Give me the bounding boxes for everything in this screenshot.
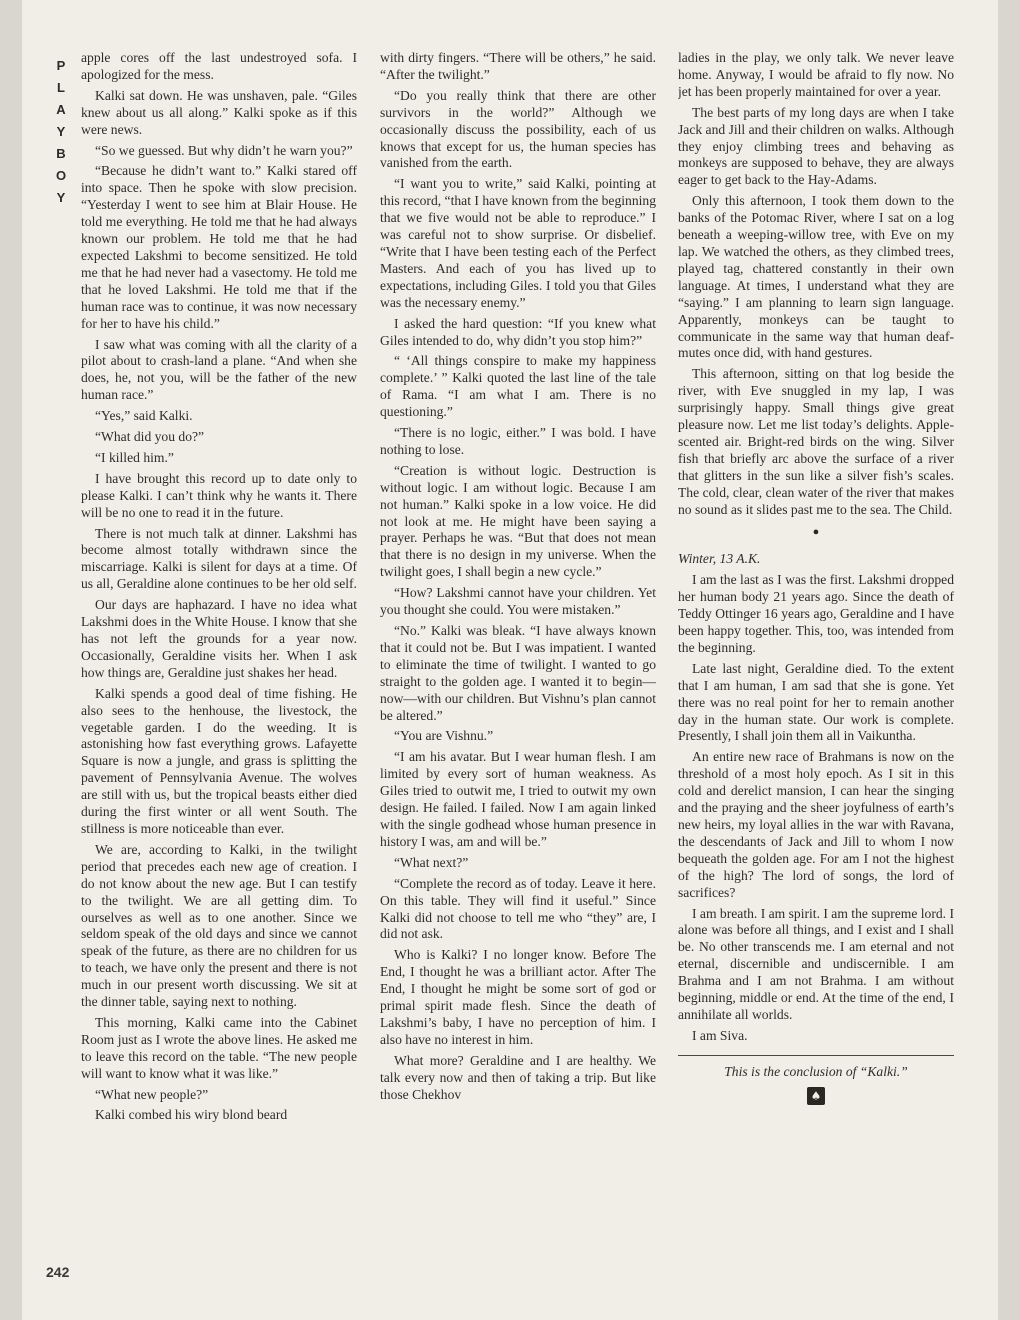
- paragraph: Only this afternoon, I took them down to the banks of the Potomac River, where I sat on a log beneath a weeping-willow tree, with Eve on my lap. We watched the others, as they climbed trees, played tag, chattered constantly in their own language. At times, I understand what they are “saying.” I am planning to learn sign language. Apparently, monkeys can be taught to communicate in the same way that human deaf-mutes once did, with hand gestures.: [678, 193, 954, 361]
- running-head-letter: B: [56, 146, 66, 161]
- running-head-letter: Y: [56, 190, 66, 205]
- section-part-b: [678, 572, 954, 1044]
- paragraph: I have brought this record up to date only to please Kalki. I can’t think why he wants it. There will be no one to read it in the future.: [81, 470, 357, 520]
- paragraph: ladies in the play, we only talk. We never leave home. Anyway, I would be afraid to fly now. No jet has been properly maintained for over a year.: [678, 50, 954, 99]
- dateline: Winter, 13 A.K.: [678, 551, 761, 567]
- conclusion-note: This is the conclusion of “Kalki.”: [724, 1063, 908, 1079]
- bunny-logo-icon: ♠: [807, 1087, 825, 1105]
- paragraph: I am Siva.: [692, 1027, 748, 1043]
- paragraph: What more? Geraldine and I are healthy. We talk every now and then of taking a trip. But like those Chekhov: [380, 1052, 656, 1102]
- running-head-letter: L: [57, 80, 65, 95]
- paragraph: “Yes,” said Kalki.: [95, 408, 193, 424]
- paragraph: “Complete the record as of today. Leave it here. On this table. They will find it useful.” Since Kalki did not choose to tell me who “they” are, I did not ask.: [380, 875, 656, 942]
- paragraph: “No.” Kalki was bleak. “I have always known that it could not be. But I was impatient. I wanted to eliminate the time of twilight. I wanted to go straight to the golden age. I wanted it to begin—now—with our children. But Vishnu’s plan cannot be altered.”: [380, 623, 656, 723]
- paragraph: There is not much talk at dinner. Lakshmi has become almost totally withdrawn since the miscarriage. Kalki is silent for days at a time. Of us all, Geraldine alone continues to be her old self.: [81, 525, 357, 592]
- paragraph: Our days are haphazard. I have no idea what Lakshmi does in the White House. I know that she has not left the grounds for a year now. Occasionally, Geraldine visits her. When I ask how things are, Geraldine just shakes her head.: [81, 597, 357, 680]
- magazine-page: [22, 0, 998, 1320]
- paragraph: I am breath. I am spirit. I am the supreme lord. I alone was before all things, and I exist and I shall be. No other transcends me. I am eternal and not eternal, discernible and undiscernible. I am Brahma and I am not Brahma. I am without beginning, middle or end. At the time of the end, I annihilate all worlds.: [678, 905, 954, 1022]
- paragraph: This morning, Kalki came into the Cabinet Room just as I wrote the above lines. He asked me to leave this record on the table. “The new people will want to know what it was like.”: [81, 1014, 357, 1081]
- paragraph: “What did you do?”: [95, 429, 205, 445]
- running-head: [52, 58, 70, 212]
- text-column-2: [380, 50, 656, 1290]
- paragraph: “So we guessed. But why didn’t he warn you?”: [95, 142, 353, 158]
- section-bullet: ●: [812, 526, 820, 539]
- running-head-letter: P: [56, 58, 66, 73]
- paragraph: “I killed him.”: [95, 449, 174, 465]
- paragraph: This afternoon, sitting on that log beside the river, with Eve snuggled in my lap, I was surprisingly happy. Small things give great pleasure now. Let me list today’s delights. Apple-scented air. Bright-red birds on the wing. Silver fish that briefly arc above the surface of a river that glitters in the sun like a silver fish’s scales. The cold, clear, clean water of the river that makes no sound as it slides past me to the sea. The Child.: [678, 366, 954, 517]
- paragraph: Kalki combed his wiry blond beard: [95, 1107, 288, 1123]
- paragraph: “What next?”: [394, 854, 469, 870]
- running-head-letter: Y: [56, 124, 66, 139]
- paragraph: “Because he didn’t want to.” Kalki stared off into space. Then he spoke with slow precision. “Yesterday I went to see him at Blair House. He told me everything. He told me that he had always known our problem. He told me that he had expected Lakshmi to become sensitized. He told me that he had never had a vasectomy. He told me that he loved Lakshmi. He told me that if the human race was to continue, it was now necessary for her to have his child.”: [81, 163, 357, 331]
- text-column-1: [81, 50, 357, 1290]
- paragraph: “Creation is without logic. Destruction is without logic. I am without logic. Because I am not human.” Kalki spoke in a low voice. He did not look at me. He might have been saying a prayer. Perhaps he was. “But that does not mean that there is no design in my universe. When the twilight goes, I shall begin a new cycle.”: [380, 462, 656, 580]
- paragraph: with dirty fingers. “There will be others,” he said. “After the twilight.”: [380, 50, 656, 82]
- paragraph: “I want you to write,” said Kalki, pointing at this record, “that I have known from the beginning that we five would not be able to reproduce.” I was careful not to show surprise. Or disbelief. “Write that I have been testing each of the Perfect Masters. And each of you has lived up to expectations, including Giles. I told you that Giles was the necessary enemy.”: [380, 176, 656, 310]
- page-number: 242: [46, 1264, 70, 1280]
- paragraph: Who is Kalki? I no longer know. Before The End, I thought he was a brilliant actor. After The End, I thought he might be some sort of god or primal spirit made flesh. Since the death of Lakshmi’s baby, I have no perception of him. I also have no interest in him.: [380, 947, 656, 1047]
- text-column-3: [678, 50, 954, 1290]
- running-head-letter: O: [55, 168, 67, 183]
- paragraph: “How? Lakshmi cannot have your children. Yet you thought she could. You were mistaken.”: [380, 585, 656, 618]
- paragraph: We are, according to Kalki, in the twilight period that precedes each new age of creation. I do not know about the new age. But I can testify to the twilight. We are all getting dim. To ourselves as well as to one another. Since we seldom speak of the old days and since we cannot speak of the future, as there are no children for us to teach, we have only the present and there is not much in our present worth discussing. We sit at the dinner table, saying next to nothing.: [81, 841, 357, 1010]
- paragraph: Kalki sat down. He was unshaven, pale. “Giles knew about us all along.” Kalki spoke as if this were news.: [81, 87, 357, 137]
- paragraph: apple cores off the last undestroyed sofa. I apologized for the mess.: [81, 50, 357, 82]
- paragraph: Late last night, Geraldine died. To the extent that I am human, I am sad that she is gone. Yet there was no real point for her to remain another day in the human state. Our work is complete. Presently, I shall join them all in Vaikuntha.: [678, 660, 954, 744]
- paragraph: I am the last as I was the first. Lakshmi dropped her human body 21 years ago. Since the death of Teddy Ottinger 16 years ago, Geraldine and I have been happy together. This, too, was intended from the beginning.: [678, 572, 954, 655]
- end-rule: [678, 1055, 954, 1056]
- paragraph: I saw what was coming with all the clarity of a pilot about to crash-land a plane. “And when she does, he, not you, will be the father of the new human race.”: [81, 336, 357, 403]
- paragraph: The best parts of my long days are when I take Jack and Jill and their children on walks. Although they enjoy climbing trees and behaving as monkeys are supposed to behave, they are always eager to get back to the Hay-Adams.: [678, 104, 954, 188]
- paragraph: “ ‘All things conspire to make my happiness complete.’ ” Kalki quoted the last line of the tale of Rama. “I am what I am. There is no questioning.”: [380, 353, 656, 420]
- running-head-letter: A: [56, 102, 66, 117]
- paragraph: “Do you really think that there are other survivors in the world?” Although we occasionally discuss the possibility, each of us knows that except for us, the human species has vanished from the earth.: [380, 87, 656, 171]
- paragraph: An entire new race of Brahmans is now on the threshold of a most holy epoch. As I sit in this cold and derelict mansion, I can hear the singing and the praying and the sheer joyfulness of earth’s new heirs, my loyal allies in the war with Ravana, the descendants of Jack and Jill to whom I now bequeath the golden age. For am I not the highest of the high? The lord of songs, the lord of sacrifices?: [678, 749, 954, 900]
- paragraph: “I am his avatar. But I wear human flesh. I am limited by every sort of human weakness. As Giles tried to outwit me, I tried to outwit my own design. He failed. I failed. Now I am again linked with the single godhead whose human presence in history I was, am and will be.”: [380, 749, 656, 849]
- paragraph: “You are Vishnu.”: [394, 728, 494, 744]
- paragraph: Kalki spends a good deal of time fishing. He also sees to the henhouse, the livestock, the vegetable garden. I do the weeding. It is astonishing how fast everything grows. Lafayette Square is now a jungle, and grass is splitting the pavement of Pennsylvania Avenue. The wolves are still with us, but the tropical beasts either died during the first winter or all went South. The stillness is more noticeable than ever.: [81, 685, 357, 836]
- paragraph: “What new people?”: [95, 1086, 209, 1102]
- paragraph: “There is no logic, either.” I was bold. I have nothing to lose.: [380, 425, 656, 457]
- section-part-a: [678, 50, 954, 518]
- paragraph: I asked the hard question: “If you knew what Giles intended to do, why didn’t you stop him?”: [380, 315, 656, 348]
